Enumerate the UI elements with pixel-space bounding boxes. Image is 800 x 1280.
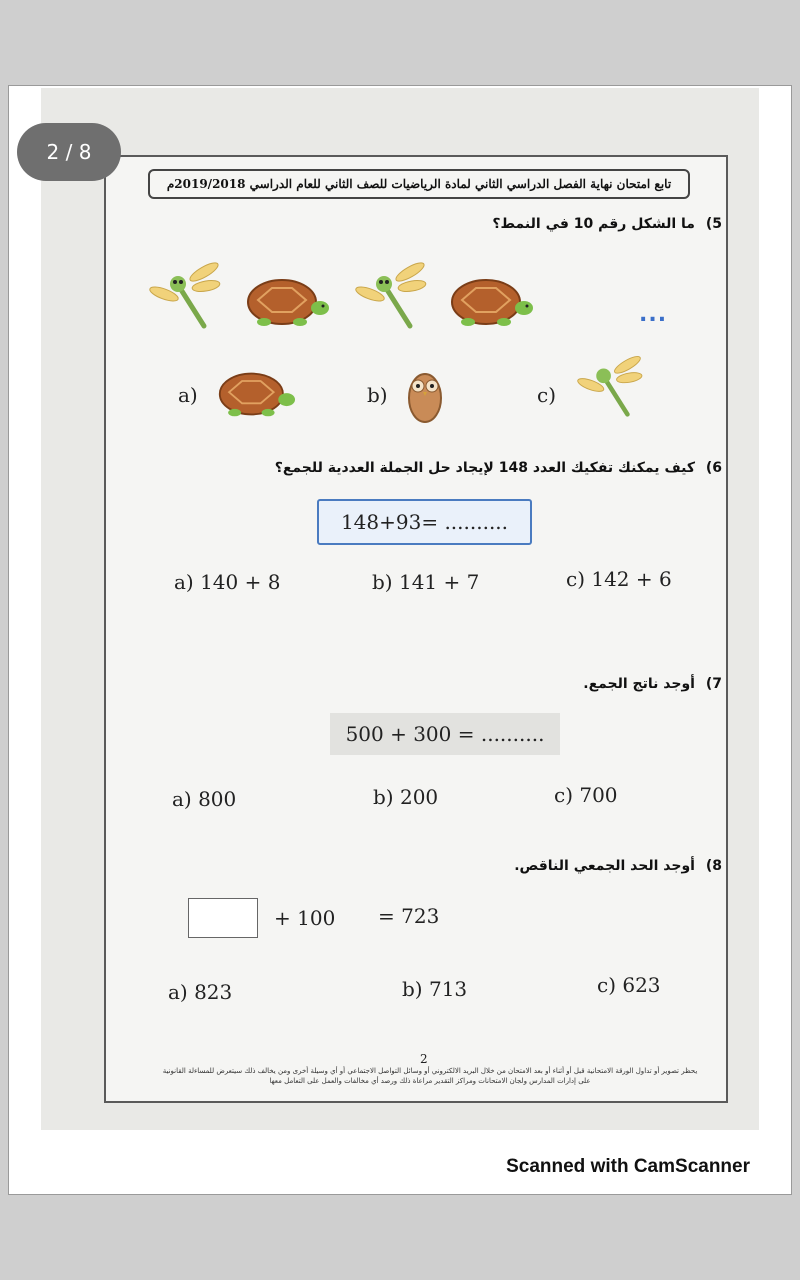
expression-box <box>330 713 560 755</box>
turtle-icon <box>448 274 534 330</box>
question-number: 7) <box>705 676 722 692</box>
footer-note <box>150 1066 710 1086</box>
option-b-label[interactable]: b) <box>367 383 388 407</box>
option-b[interactable]: b) 713 <box>402 977 468 1001</box>
option-c[interactable]: c) 142 + 6 <box>566 567 672 591</box>
owl-icon[interactable] <box>406 368 444 424</box>
question-5 <box>492 216 722 232</box>
option-c-label[interactable]: c) <box>537 383 557 407</box>
question-text: أوجد الحد الجمعي الناقص. <box>514 858 695 874</box>
question-number: 5) <box>705 216 722 232</box>
sum: = 723 <box>378 904 440 928</box>
question-number: 6) <box>705 460 722 476</box>
answer-blank-box[interactable] <box>188 898 258 938</box>
expression-box <box>317 499 532 545</box>
page-indicator[interactable]: 2 / 8 <box>17 123 121 181</box>
footer-line: يحظر تصوير أو تداول الورقة الامتحانية قبل أو أثناء أو بعد الامتحان من خلال البريد الالكتروني أو وسائل التواصل الاجتماعي أو أي وسيلة أخرى ومن يخالف ذلك سيتعرض للمساءلة القانونية <box>162 1067 698 1075</box>
option-a[interactable]: a) 140 + 8 <box>174 570 281 594</box>
addend: + 100 <box>274 906 336 930</box>
option-a-label[interactable]: a) <box>178 383 198 407</box>
dragonfly-icon[interactable] <box>572 352 648 418</box>
question-8 <box>514 858 722 874</box>
option-c[interactable]: c) 700 <box>554 783 618 807</box>
option-b[interactable]: b) 200 <box>373 785 439 809</box>
question-text: ما الشكل رقم 10 في النمط؟ <box>492 216 695 232</box>
turtle-icon <box>244 274 330 330</box>
expression: 148+93= .......... <box>340 510 509 534</box>
footer-line: على إدارات المدارس ولجان الامتحانات ومراكز التقدير مراعاة ذلك ورصد أي مخالفات والعمل على التعامل معها <box>269 1077 591 1085</box>
pattern-ellipsis: ... <box>639 302 668 327</box>
expression: 500 + 300 = .......... <box>345 722 545 746</box>
option-b[interactable]: b) 141 + 7 <box>372 570 480 594</box>
option-c[interactable]: c) 623 <box>597 973 661 997</box>
question-number: 8) <box>705 858 722 874</box>
camscanner-watermark: Scanned with CamScanner <box>506 1156 750 1177</box>
page-number: 2 <box>420 1052 428 1066</box>
dragonfly-icon <box>352 258 430 330</box>
exam-header: تابع امتحان نهاية الفصل الدراسي الثاني لمادة الرياضيات للصف الثاني للعام الدراسي 2019/2018م <box>148 169 690 199</box>
turtle-icon[interactable] <box>216 368 296 420</box>
question-text: كيف يمكنك تفكيك العدد 148 لإيجاد حل الجملة العددية للجمع؟ <box>274 460 695 476</box>
question-7 <box>583 676 722 692</box>
option-a[interactable]: a) 823 <box>168 980 233 1004</box>
question-6 <box>275 460 722 476</box>
option-a[interactable]: a) 800 <box>172 787 237 811</box>
question-text: أوجد ناتج الجمع. <box>583 676 695 692</box>
dragonfly-icon <box>146 258 224 330</box>
